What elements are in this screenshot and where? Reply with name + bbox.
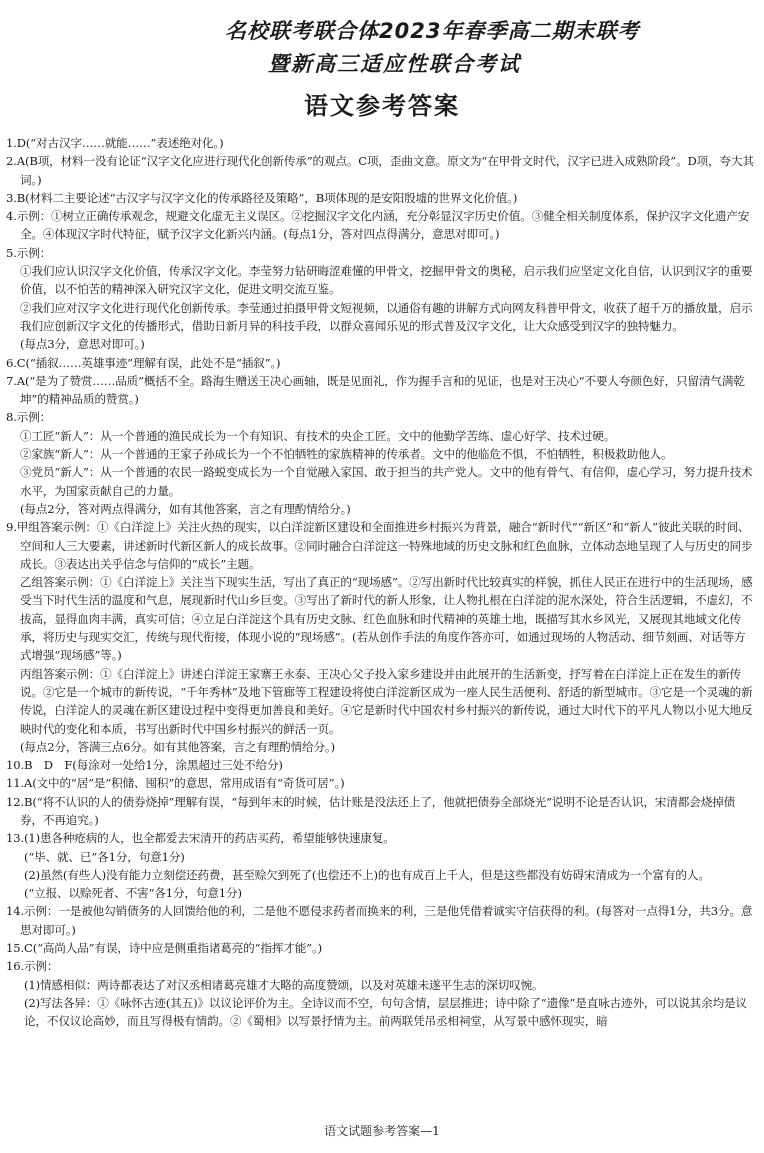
answer-6: 6.C(“插叙……英雄事迹”理解有误，此处不是“插叙”。) — [6, 355, 281, 370]
answer-5-heading: 5.示例： — [6, 245, 52, 260]
answer-7: 7.A(“是为了赞赏……品质”概括不全。路海生赠送王决心画轴，既是见面礼，作为握手言和的见证，也是对王决心“不要人夸颜色好，只留清气满乾坤”的精神品质的赞赏。) — [6, 373, 745, 407]
answer-1: 1.D(“对古汉字……就能……”表述绝对化。) — [6, 136, 224, 150]
answer-8-scoring: (每点2分，答对两点得满分，如有其他答案，言之有理酌情给分。) — [20, 501, 351, 516]
answer-13-1-scoring: (“毕、就、已”各1分，句意1分) — [24, 849, 185, 864]
answer-5-scoring: (每点3分，意思对即可。) — [20, 337, 145, 352]
answer-10: 10.B D F(每涂对一处给1分，涂黑超过三处不给分) — [6, 758, 283, 773]
answer-2: 2.A(B项，材料一没有论证“汉字文化应进行现代化创新传承”的观点。C项，歪曲文意。原文为“在甲骨文时代，汉字已进入成熟阶段”。D项，夸大其词。) — [6, 154, 754, 187]
answer-16-point-2: (2)写法各异：①《咏怀古迹(其五)》以议论评价为主。全诗议而不空，句句含情，层层推进；诗中除了“遗像”是直咏古迹外，可以说其余均是议论，不仅议论高妙，而且写得极有情韵。②《蜀相》以写景抒情为主。前两联凭吊丞相祠堂，从写景中感怀现实，暗 — [24, 995, 747, 1029]
answer-8-point-2: ②家族“新人”：从一个普通的王家子孙成长为一个不怕牺牲的家族精神的传承者。文中的他临危不惧，不怕牺牲，积极救助他人。 — [20, 447, 673, 462]
exam-title-line2: 暨新高三适应性联合考试 — [268, 52, 521, 76]
answer-16-heading: 16.示例： — [6, 959, 59, 974]
answer-9-group-b: 乙组答案示例：①《白洋淀上》关注当下现实生活，写出了真正的“现场感”。②写出新时代比较真实的样貌，抓住人民正在进行中的生活现场，感受当下时代生活的温度和气息，展现新时代山乡巨变。③写出了新时代的新人形象，让人物扎根在白洋淀的泥水深处，符合生活逻辑，不虚幻，不拔高，显得血肉丰满，真实可信；④立足白洋淀这个具有历史文脉、红色血脉和时代精神的英雄土地，既描写其水乡风光，又展现其地域文化传承，将历史与现实交汇，传统与现代衔接，体现小说的“现场感”。(若从创作手法的角度作答亦可，如通过现场的人物活动、细节刻画、对话等方式增强“现场感”等。) — [20, 575, 753, 663]
document-title: 语文参考答案 — [304, 92, 460, 120]
answer-5-point-1: ①我们应认识汉字文化价值，传承汉字文化。李莹努力钻研晦涩难懂的甲骨文，挖掘甲骨文的奥秘，启示我们应坚定文化自信，认识到汉字的重要价值，以不怕苦的精神深入研究汉字文化，促进文明交流互鉴。 — [20, 264, 753, 297]
answer-12: 12.B(“将不认识的人的债券烧掉”理解有误，“每到年末的时候，估计账是没法还上了，他就把债券全部烧光”说明不论是否认识，宋清都会烧掉债券，不再追究。) — [6, 794, 736, 827]
answer-8-point-3: ③党员“新人”：从一个普通的农民一路蜕变成长为一个自觉融入家国、敢于担当的共产党人。文中的他有骨气、有信仰，虚心学习，努力提升技术水平，为国家贡献自己的力量。 — [20, 465, 753, 498]
exam-title-line1: 名校联考联合体2023年春季高二期末联考 — [225, 19, 640, 43]
answer-13-2: (2)虽然(有些人)没有能力立刻偿还药费，甚至赊欠到死了(也偿还不上)的也有成百上千人，但是这些都没有妨碍宋清成为一个富有的人。 — [24, 867, 710, 882]
answer-13-2-scoring: (“立报、以赊死者、不害”各1分，句意1分) — [24, 886, 242, 901]
answer-15: 15.C(“高尚人品”有误，诗中应是侧重指诸葛亮的“指挥才能”。) — [6, 941, 322, 956]
answer-14: 14.示例：一是被他勾销债务的人回馈给他的利，二是他不愿侵求药者而换来的利，三是他凭借着诚实守信获得的利。(每答对一点得1分，共3分。意思对即可。) — [6, 904, 753, 937]
answer-16-point-1: (1)情感相似：两诗都表达了对汉丞相诸葛亮雄才大略的高度赞颂，以及对英雄未遂平生志的深切叹惋。 — [24, 977, 544, 992]
answer-8-point-1: ①工匠“新人”：从一个普通的渔民成长为一个有知识、有技术的央企工匠。文中的他勤学苦练、虚心好学、技术过硬。 — [20, 428, 616, 443]
answer-3: 3.B(材料二主要论述“古汉字与汉字文化的传承路径及策略”，B项体现的是安阳殷墟的世界文化价值。) — [6, 190, 518, 205]
answer-9-group-c: 丙组答案示例：①《白洋淀上》讲述白洋淀王家寨王永泰、王决心父子投入家乡建设并由此展开的生活新变，抒写着在白洋淀上正在发生的新传说。②它是一个城市的新传说，“千年秀林”及地下管廊等工程建设将使白洋淀新区成为一座人民生活便利、舒适的新型城市。③它是一个灵魂的新传说，白洋淀人的灵魂在新区建设过程中变得更加善良和美好。④它是新时代中国农村乡村振兴的新传说，通过大时代下的平凡人物以小见大地反映时代的变化和本质，书写出新时代中国乡村振兴的鲜活一页。 — [20, 666, 753, 736]
answer-9-scoring: (每点2分，答满三点6分。如有其他答案，言之有理酌情给分。) — [20, 739, 335, 754]
answer-11: 11.A(文中的“居”是“积储、囤积”的意思，常用成语有“奇货可居”。) — [6, 776, 345, 791]
answer-8-heading: 8.示例： — [6, 410, 52, 425]
page-footer: 语文试题参考答案—1 — [324, 1124, 440, 1138]
answer-content — [6, 134, 756, 1031]
answer-9-group-a: 9.甲组答案示例：①《白洋淀上》关注火热的现实，以白洋淀新区建设和全面推进乡村振兴为背景，融合“新时代”“新区”和“新人”彼此关联的时间、空间和人三大要素，讲述新时代新区新人的成长故事。②同时融合白洋淀这一特殊地域的历史文脉和红色血脉，立体动态地呈现了人与历史的同步成长。③表达出关乎信念与信仰的“成长”主题。 — [6, 520, 753, 571]
answer-13-1: 13.(1)患各种疮病的人，也全都爱去宋清开的药店买药，希望能够快速康复。 — [6, 831, 395, 846]
answer-4: 4.示例：①树立正确传承观念，规避文化虚无主义误区。②挖掘汉字文化内涵，充分彰显汉字历史价值。③健全相关制度体系，保护汉字文化遗产安全。④体现汉字时代特征，赋予汉字文化新兴内涵。(每点1分，答对四点得满分，意思对即可。) — [6, 209, 750, 242]
answer-5-point-2: ②我们应对汉字文化进行现代化创新传承。李莹通过拍摄甲骨文短视频，以通俗有趣的讲解方式向网友科普甲骨文，收获了超千万的播放量，启示我们应创新汉字文化的传播形式，借助日新月异的科技手段，以群众喜闻乐见的形式普及汉字文化，让大众感受到汉字的独特魅力。 — [20, 300, 753, 333]
